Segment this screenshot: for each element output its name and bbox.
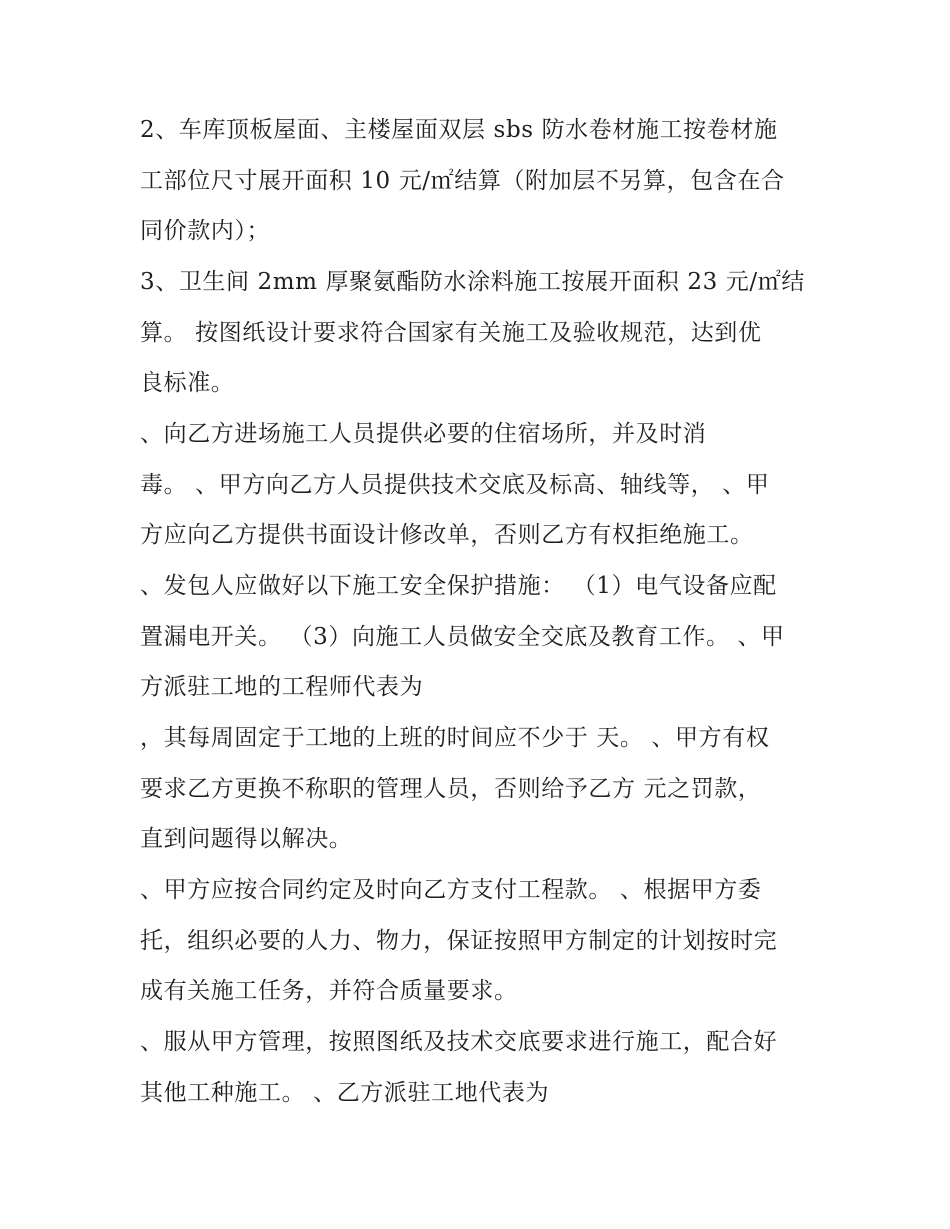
text-line: 3、卫生间 2mm 厚聚氨酯防水涂料施工按展开面积 23 元/㎡结 <box>140 269 805 295</box>
text-line: 直到问题得以解决。 <box>140 826 353 852</box>
text-line: 置漏电开关。 （3）向施工人员做安全交底及教育工作。 、甲 <box>140 624 785 650</box>
text-line: 、甲方应按合同约定及时向乙方支付工程款。 、根据甲方委 <box>140 877 762 903</box>
text-line: 托，组织必要的人力、物力，保证按照甲方制定的计划按时完 <box>140 928 778 954</box>
text-line: 、发包人应做好以下施工安全保护措施： （1）电气设备应配 <box>140 573 777 599</box>
text-line: 、服从甲方管理，按照图纸及技术交底要求进行施工，配合好 <box>140 1029 778 1055</box>
text-line: 工部位尺寸展开面积 10 元/㎡结算（附加层不另算，包含在合 <box>140 168 785 194</box>
text-line: 方派驻工地的工程师代表为 <box>140 674 424 700</box>
text-line: 成有关施工任务，并符合质量要求。 <box>140 978 518 1004</box>
text-line: 毒。 、甲方向乙方人员提供技术交底及标高、轴线等， 、甲 <box>140 472 770 498</box>
text-line: ，其每周固定于工地的上班的时间应不少于 天。 、甲方有权 <box>140 725 770 751</box>
text-line: 、向乙方进场施工人员提供必要的住宿场所，并及时消 <box>140 421 707 447</box>
text-line: 要求乙方更换不称职的管理人员，否则给予乙方 元之罚款， <box>140 776 762 802</box>
text-line: 算。 按图纸设计要求符合国家有关施工及验收规范，达到优 <box>140 320 762 346</box>
text-line: 其他工种施工。 、乙方派驻工地代表为 <box>140 1080 550 1106</box>
text-line: 同价款内）； <box>140 218 271 244</box>
text-line: 2、车库顶板屋面、主楼屋面双层 sbs 防水卷材施工按卷材施 <box>140 117 778 143</box>
text-line: 方应向乙方提供书面设计修改单，否则乙方有权拒绝施工。 <box>140 522 754 548</box>
text-line: 良标准。 <box>140 370 235 396</box>
